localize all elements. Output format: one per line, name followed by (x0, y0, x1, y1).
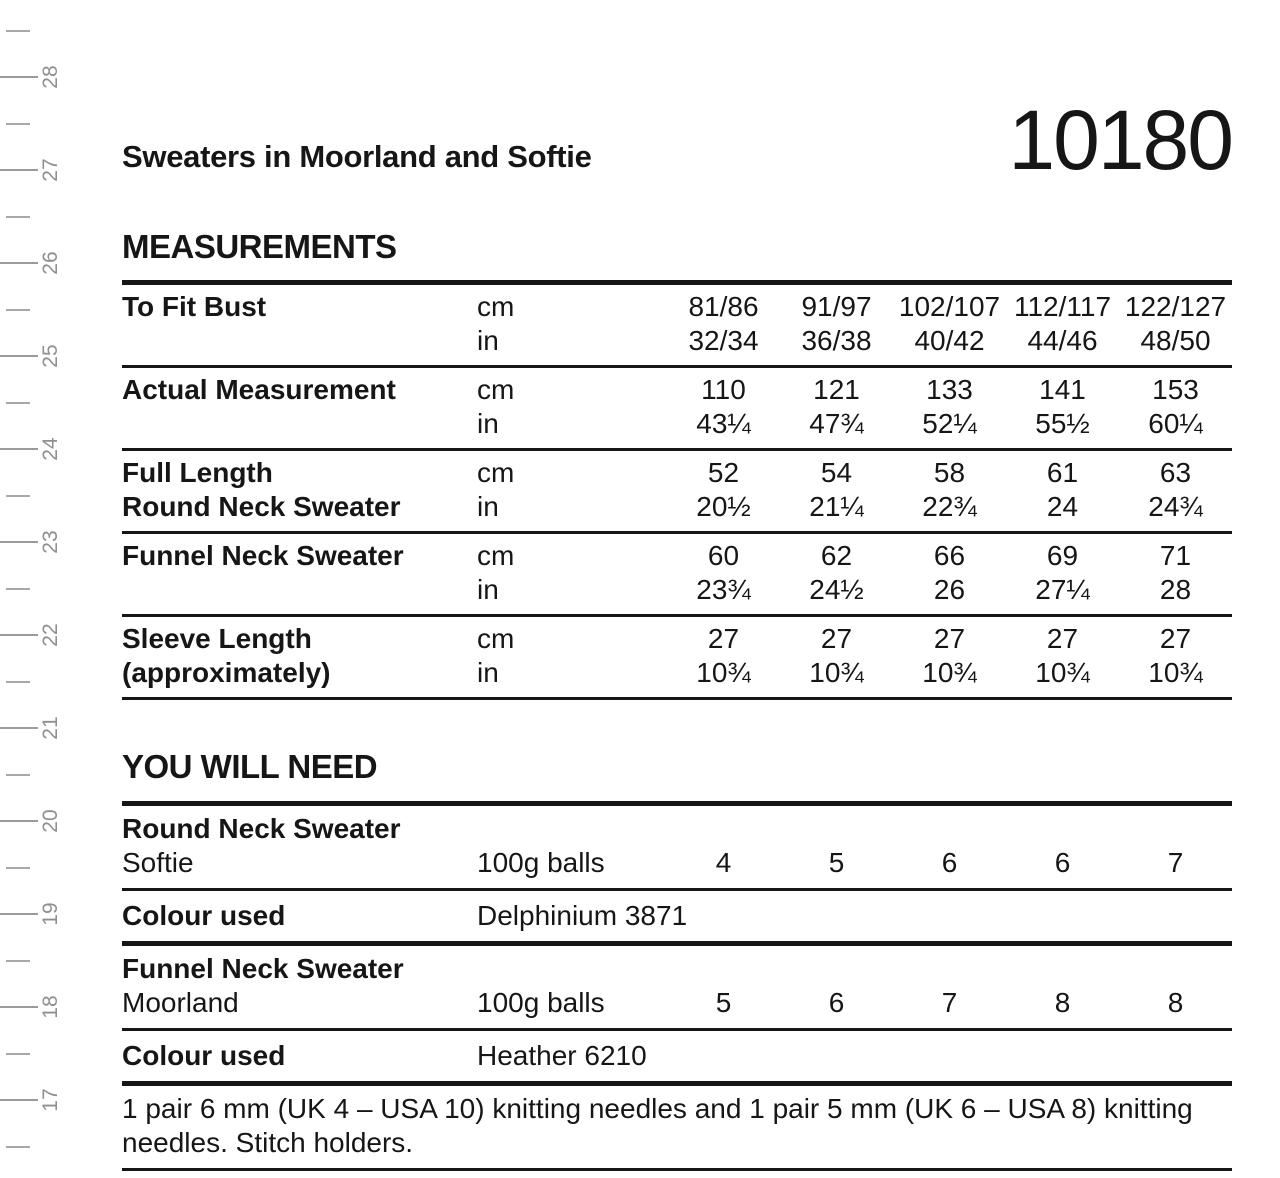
ruler-number: 17 (39, 1088, 62, 1112)
colour-value: Heather 6210 (477, 1040, 647, 1071)
garment-row (122, 944, 1232, 987)
ruler-minor-tick (6, 681, 30, 683)
value-in: 24¾ (1148, 491, 1203, 522)
unit-in: in (477, 491, 499, 522)
needles-row (122, 1084, 1232, 1170)
value-cm: 61 (1046, 457, 1079, 488)
ruler-major-tick (0, 634, 38, 636)
value-in: 23¾ (696, 574, 751, 605)
value-cm: 27 (1159, 623, 1192, 654)
ruler-minor-tick (6, 402, 30, 404)
ruler-minor-tick (6, 960, 30, 962)
ruler-number: 18 (39, 995, 62, 1019)
value-cm: 133 (926, 374, 973, 405)
ball-quantity: 8 (1054, 987, 1071, 1018)
ruler-major-tick (0, 76, 38, 78)
ruler-major-tick (0, 355, 38, 357)
row-sublabel (122, 324, 477, 358)
value-in: 36/38 (801, 325, 872, 356)
value-cm: 27 (1046, 623, 1079, 654)
row-label: Funnel Neck Sweater (122, 540, 404, 571)
unit-in: in (477, 408, 499, 439)
pattern-number: 10180 (1008, 93, 1232, 187)
ruler-minor-tick (6, 1146, 30, 1148)
value-in: 44/46 (1027, 325, 1098, 356)
unit-in: in (477, 657, 499, 688)
unit-cm: cm (477, 623, 515, 654)
ruler-minor-tick (6, 588, 30, 590)
ruler-major-tick (0, 727, 38, 729)
value-cm: 66 (933, 540, 966, 571)
value-cm: 81/86 (688, 291, 759, 322)
side-ruler (0, 0, 75, 1178)
value-cm: 110 (701, 374, 746, 405)
value-in: 28 (1159, 574, 1192, 605)
ruler-number: 26 (39, 251, 62, 275)
value-cm: 27 (707, 623, 740, 654)
ball-quantity: 7 (1167, 847, 1184, 878)
ball-quantity: 6 (828, 987, 845, 1018)
row-label: Full Length (122, 457, 273, 488)
value-in: 40/42 (914, 325, 985, 356)
ruler-number: 28 (39, 65, 62, 89)
value-cm: 62 (820, 540, 853, 571)
colour-row (122, 890, 1232, 944)
colour-label: Colour used (122, 900, 286, 931)
value-cm: 121 (813, 374, 860, 405)
you-will-need-heading: YOU WILL NEED (122, 748, 378, 785)
row-label: Sleeve Length (122, 623, 312, 654)
needles-note: 1 pair 6 mm (UK 4 – USA 10) knitting needles and 1 pair 5 mm (UK 6 – USA 8) knitting needles. Stitch holders. (122, 1093, 1193, 1158)
ruler-minor-tick (6, 774, 30, 776)
row-sublabel: Round Neck Sweater (122, 491, 401, 522)
ruler-major-tick (0, 913, 38, 915)
ball-quantity: 5 (828, 847, 845, 878)
measurements-table (122, 280, 1232, 700)
value-in: 48/50 (1140, 325, 1211, 356)
unit-cm: cm (477, 374, 515, 405)
table-row (122, 533, 1232, 616)
ball-quantity: 8 (1167, 987, 1184, 1018)
value-in: 27¼ (1035, 574, 1090, 605)
yarn-unit: 100g balls (477, 987, 605, 1018)
value-cm: 52 (707, 457, 740, 488)
value-in: 21¼ (809, 491, 864, 522)
pattern-page (122, 0, 1232, 1178)
value-cm: 69 (1046, 540, 1079, 571)
value-in: 26 (933, 574, 966, 605)
ruler-major-tick (0, 1099, 38, 1101)
ruler-number: 22 (39, 623, 62, 647)
ball-quantity: 5 (715, 987, 732, 1018)
value-in: 47¾ (809, 408, 864, 439)
value-in: 10¾ (922, 657, 977, 688)
ruler-number: 24 (39, 437, 62, 461)
value-cm: 122/127 (1124, 291, 1227, 322)
value-in: 24½ (809, 574, 864, 605)
yarn-name: Softie (122, 847, 194, 878)
garment-name: Round Neck Sweater (122, 813, 401, 844)
value-in: 55½ (1035, 408, 1090, 439)
ruler-minor-tick (6, 216, 30, 218)
value-cm: 153 (1152, 374, 1199, 405)
yarn-name: Moorland (122, 987, 239, 1018)
value-in: 52¼ (922, 408, 977, 439)
value-cm: 54 (820, 457, 853, 488)
ruler-major-tick (0, 448, 38, 450)
ruler-number: 19 (39, 902, 62, 926)
value-cm: 58 (933, 457, 966, 488)
ball-quantity: 6 (941, 847, 958, 878)
ruler-number: 20 (39, 809, 62, 833)
ball-quantity: 4 (715, 847, 732, 878)
value-in: 32/34 (688, 325, 759, 356)
value-in: 43¼ (696, 408, 751, 439)
garment-name: Funnel Neck Sweater (122, 953, 404, 984)
unit-cm: cm (477, 457, 515, 488)
ball-quantity: 7 (941, 987, 958, 1018)
value-in: 60¼ (1148, 408, 1203, 439)
ruler-minor-tick (6, 30, 30, 32)
value-cm: 27 (820, 623, 853, 654)
unit-cm: cm (477, 291, 515, 322)
yarn-row (122, 986, 1232, 1030)
ruler-minor-tick (6, 123, 30, 125)
colour-value: Delphinium 3871 (477, 900, 688, 931)
unit-cm: cm (477, 540, 515, 571)
value-in: 10¾ (1035, 657, 1090, 688)
row-sublabel: (approximately) (122, 657, 331, 688)
unit-in: in (477, 574, 499, 605)
value-in: 10¾ (809, 657, 864, 688)
value-in: 10¾ (1148, 657, 1203, 688)
ball-quantity: 6 (1054, 847, 1071, 878)
ruler-major-tick (0, 820, 38, 822)
table-row (122, 367, 1232, 450)
garment-row (122, 804, 1232, 847)
value-cm: 27 (933, 623, 966, 654)
value-cm: 60 (707, 540, 740, 571)
ruler-major-tick (0, 262, 38, 264)
value-cm: 102/107 (898, 291, 1001, 322)
value-cm: 63 (1159, 457, 1192, 488)
table-row (122, 616, 1232, 699)
row-sublabel (122, 573, 477, 607)
ruler-minor-tick (6, 309, 30, 311)
page-title: Sweaters in Moorland and Softie (122, 139, 592, 174)
yarn-row (122, 846, 1232, 890)
ruler-minor-tick (6, 867, 30, 869)
ruler-minor-tick (6, 495, 30, 497)
colour-row (122, 1030, 1232, 1084)
ruler-major-tick (0, 1006, 38, 1008)
unit-in: in (477, 325, 499, 356)
ruler-number: 25 (39, 344, 62, 368)
value-cm: 91/97 (801, 291, 872, 322)
measurements-heading: MEASUREMENTS (122, 228, 397, 265)
value-cm: 71 (1159, 540, 1192, 571)
ruler-number: 23 (39, 530, 62, 554)
ruler-major-tick (0, 541, 38, 543)
row-label: Actual Measurement (122, 374, 396, 405)
value-cm: 112/117 (1013, 291, 1112, 322)
table-row (122, 450, 1232, 533)
ruler-number: 21 (39, 716, 62, 740)
value-in: 24 (1046, 491, 1079, 522)
value-in: 20½ (696, 491, 751, 522)
ruler-number: 27 (39, 158, 62, 182)
ruler-minor-tick (6, 1053, 30, 1055)
you-will-need-table (122, 801, 1232, 1171)
value-in: 22¾ (922, 491, 977, 522)
value-in: 10¾ (696, 657, 751, 688)
row-label: To Fit Bust (122, 291, 267, 322)
ruler-major-tick (0, 169, 38, 171)
table-row (122, 283, 1232, 367)
row-sublabel (122, 407, 477, 441)
colour-label: Colour used (122, 1040, 286, 1071)
yarn-unit: 100g balls (477, 847, 605, 878)
value-cm: 141 (1039, 374, 1086, 405)
